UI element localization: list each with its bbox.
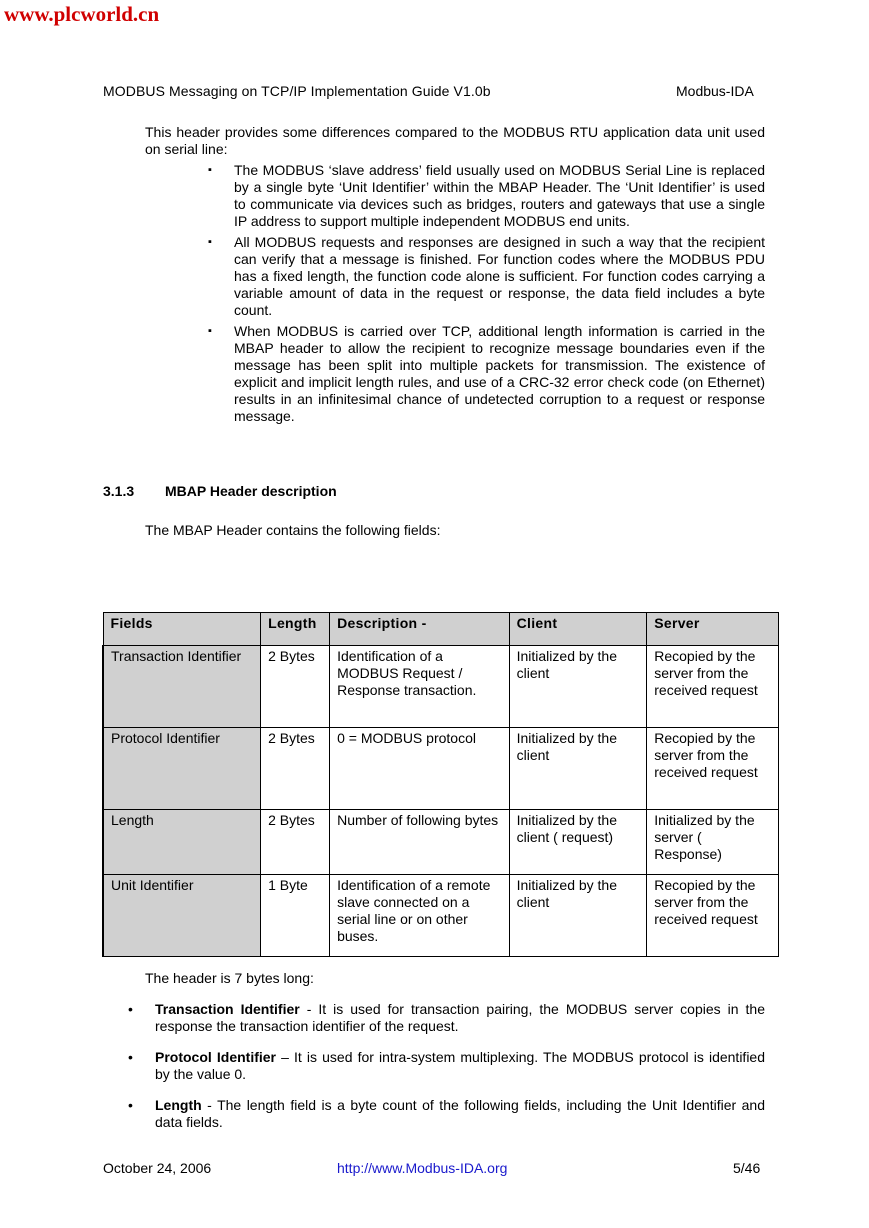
list-item-text: All MODBUS requests and responses are designed in such a way that the recipient can verify that a message is finished. For function codes where the MODBUS PDU has a fixed length, the function code alone is sufficient. For function codes carrying a variable amount of data in the request or response, the data field includes a byte count. — [234, 234, 765, 318]
column-header-fields: Fields — [103, 613, 261, 646]
field-description: – It is used for intra-system multiplexing. The MODBUS protocol is identified by the value 0. — [155, 1049, 765, 1082]
list-item — [207, 323, 765, 425]
bullet-dot-icon: • — [128, 1049, 133, 1065]
square-bullet-icon: ▪ — [208, 236, 212, 248]
footer-date: October 24, 2006 — [103, 1160, 212, 1176]
column-header-description: Description - — [330, 613, 510, 646]
square-bullet-icon: ▪ — [208, 164, 212, 176]
table-cell-server: Recopied by the server from the received request — [647, 728, 779, 810]
square-bullet-icon: ▪ — [208, 325, 212, 337]
header-length-note: The header is 7 bytes long: — [145, 970, 314, 986]
mbap-header-table — [102, 612, 779, 957]
field-description: - The length field is a byte count of the following fields, including the Unit Identifier and data fields. — [155, 1097, 765, 1130]
page-header-org: Modbus-IDA — [676, 83, 754, 99]
table-cell-description: 0 = MODBUS protocol — [330, 728, 510, 810]
table-cell-description: Identification of a MODBUS Request / Response transaction. — [330, 646, 510, 728]
mbap-fields-list — [130, 1001, 765, 1145]
bullet-dot-icon: • — [128, 1097, 133, 1113]
column-header-client: Client — [509, 613, 647, 646]
field-term: Transaction Identifier — [155, 1001, 300, 1017]
field-description: - It is used for transaction pairing, the MODBUS server copies in the response the transaction identifier of the request. — [155, 1001, 765, 1034]
table-cell-server: Initialized by the server ( Response) — [647, 810, 779, 875]
column-header-length: Length — [261, 613, 330, 646]
table-cell-field: Transaction Identifier — [103, 646, 261, 728]
table-cell-field: Unit Identifier — [103, 875, 261, 957]
watermark-text: www.plcworld.cn — [4, 2, 160, 26]
table-cell-server: Recopied by the server from the received request — [647, 875, 779, 957]
serial-differences-list — [207, 162, 765, 429]
table-cell-client: Initialized by the client — [509, 646, 647, 728]
table-row — [103, 875, 779, 957]
field-term: Protocol Identifier — [155, 1049, 277, 1065]
table-cell-client: Initialized by the client ( request) — [509, 810, 647, 875]
footer-page-number: 5/46 — [733, 1160, 761, 1176]
table-cell-description: Identification of a remote slave connected on a serial line or on other buses. — [330, 875, 510, 957]
list-item — [207, 234, 765, 319]
table-row — [103, 810, 779, 875]
table-row — [103, 646, 779, 728]
table-cell-field: Protocol Identifier — [103, 728, 261, 810]
table-cell-length: 1 Byte — [261, 875, 330, 957]
table-header-row — [103, 613, 779, 646]
table-cell-length: 2 Bytes — [261, 646, 330, 728]
table-cell-description: Number of following bytes — [330, 810, 510, 875]
section-title: MBAP Header description — [165, 483, 337, 499]
list-item-text: When MODBUS is carried over TCP, additional length information is carried in the MBAP header to allow the recipient to recognize message boundaries even if the message has been split into multiple packets for transmission. The existence of explicit and implicit length rules, and use of a CRC-32 error check code (on Ethernet) results in an infinitesimal chance of undetected corruption to a request or response message. — [234, 323, 765, 424]
list-item — [207, 162, 765, 230]
footer-url-link[interactable]: http://www.Modbus-IDA.org — [337, 1160, 508, 1176]
list-item-text: The MODBUS ‘slave address’ field usually used on MODBUS Serial Line is replaced by a single byte ‘Unit Identifier’ within the MBAP Header. The ‘Unit Identifier’ is used to communicate via devices such as bridges, routers and gateways that use a single IP address to support multiple independent MODBUS end units. — [234, 162, 765, 229]
list-item — [130, 1049, 765, 1083]
table-row — [103, 728, 779, 810]
column-header-server: Server — [647, 613, 779, 646]
field-term: Length — [155, 1097, 202, 1113]
table-cell-length: 2 Bytes — [261, 810, 330, 875]
section-number: 3.1.3 — [103, 483, 135, 499]
bullet-dot-icon: • — [128, 1001, 133, 1017]
page-header-title: MODBUS Messaging on TCP/IP Implementation Guide V1.0b — [103, 83, 491, 99]
list-item — [130, 1001, 765, 1035]
table-cell-field: Length — [103, 810, 261, 875]
list-item — [130, 1097, 765, 1131]
intro-paragraph: This header provides some differences compared to the MODBUS RTU application data unit used on serial line: — [145, 124, 765, 157]
mbap-intro-text: The MBAP Header contains the following fields: — [145, 522, 441, 538]
table-cell-client: Initialized by the client — [509, 728, 647, 810]
table-cell-client: Initialized by the client — [509, 875, 647, 957]
table-cell-server: Recopied by the server from the received request — [647, 646, 779, 728]
table-cell-length: 2 Bytes — [261, 728, 330, 810]
